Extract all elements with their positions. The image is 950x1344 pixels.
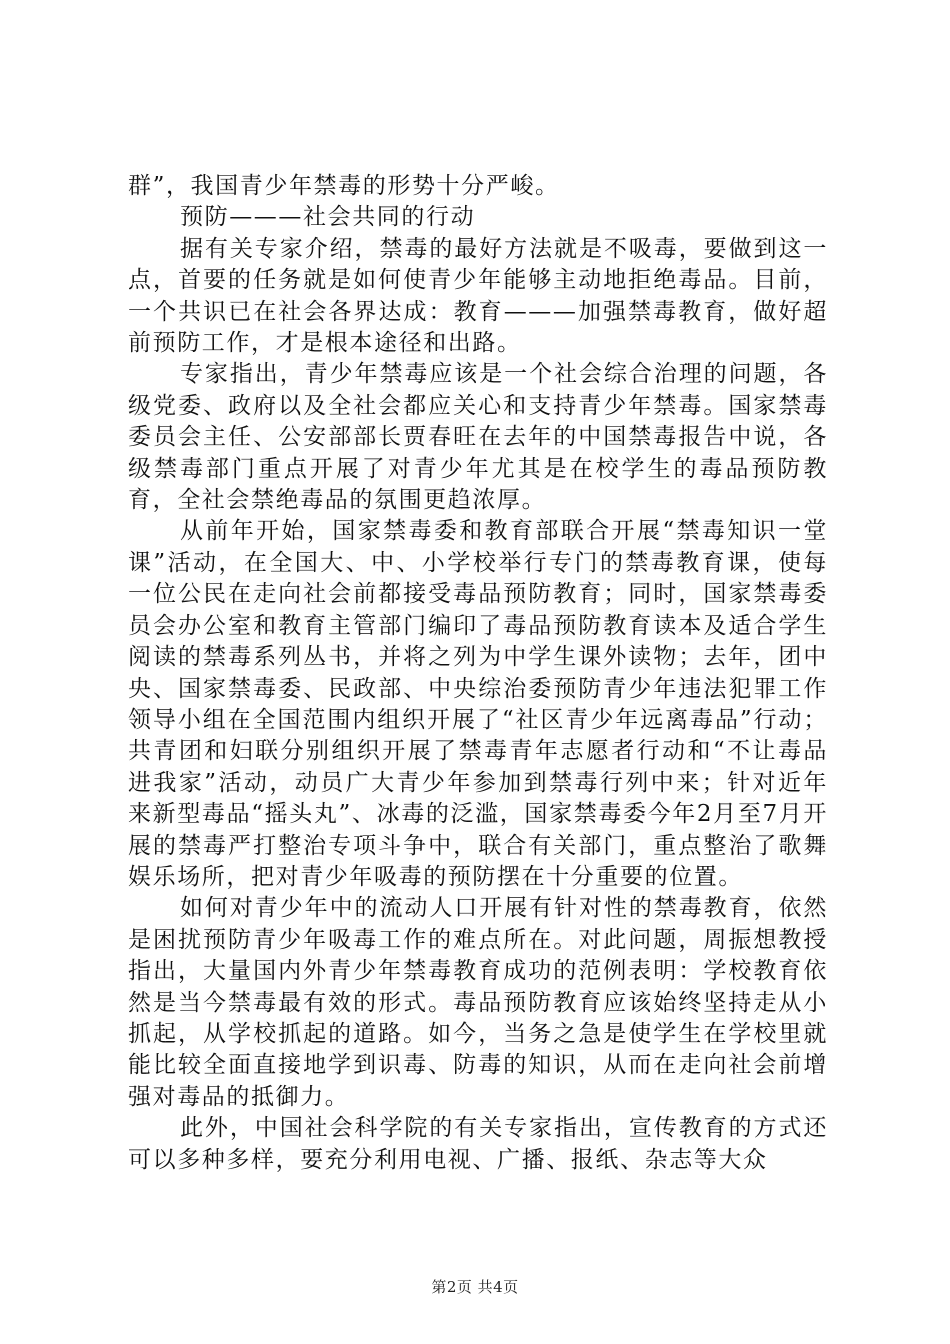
paragraph-3: 专家指出，青少年禁毒应该是一个社会综合治理的问题，各级党委、政府以及全社会都应关心和支持青少年禁毒。国家禁毒委员会主任、公安部部长贾春旺在去年的中国禁毒报告中说，各级禁毒部门重点开展了对青少年尤其是在校学生的毒品预防教育，全社会禁绝毒品的氛围更趋浓厚。	[128, 361, 828, 514]
paragraph-2: 据有关专家介绍，禁毒的最好方法就是不吸毒，要做到这一点，首要的任务就是如何使青少年能够主动地拒绝毒品。目前，一个共识已在社会各界达成：教育———加强禁毒教育，做好超前预防工作，才是根本途径和出路。	[128, 235, 828, 357]
section-heading: 预防———社会共同的行动	[180, 204, 476, 231]
page-number-footer: 第2页 共4页	[431, 1278, 519, 1296]
document-body	[128, 171, 828, 1176]
paragraph-6: 此外，中国社会科学院的有关专家指出，宣传教育的方式还可以多种多样，要充分利用电视、广播、报纸、杂志等大众	[128, 1115, 828, 1173]
paragraph-4: 从前年开始，国家禁毒委和教育部联合开展“禁毒知识一堂课”活动，在全国大、中、小学校举行专门的禁毒教育课，使每一位公民在走向社会前都接受毒品预防教育；同时，国家禁毒委员会办公室和教育主管部门编印了毒品预防教育读本及适合学生阅读的禁毒系列丛书，并将之列为中学生课外读物；去年，团中央、国家禁毒委、民政部、中央综治委预防青少年违法犯罪工作领导小组在全国范围内组织开展了“社区青少年远离毒品”行动；共青团和妇联分别组织开展了禁毒青年志愿者行动和“不让毒品进我家”活动，动员广大青少年参加到禁毒行列中来；针对近年来新型毒品“摇头丸”、冰毒的泛滥，国家禁毒委今年2月至7月开展的禁毒严打整治专项斗争中，联合有关部门，重点整治了歌舞娱乐场所，把对青少年吸毒的预防摆在十分重要的位置。	[128, 518, 828, 890]
paragraph-1: 群”，我国青少年禁毒的形势十分严峻。	[128, 173, 560, 199]
paragraph-5: 如何对青少年中的流动人口开展有针对性的禁毒教育，依然是困扰预防青少年吸毒工作的难点所在。对此问题，周振想教授指出，大量国内外青少年禁毒教育成功的范例表明：学校教育依然是当今禁毒最有效的形式。毒品预防教育应该始终坚持走从小抓起，从学校抓起的道路。如今，当务之急是使学生在学校里就能比较全面直接地学到识毒、防毒的知识，从而在走向社会前增强对毒品的抵御力。	[128, 895, 828, 1110]
